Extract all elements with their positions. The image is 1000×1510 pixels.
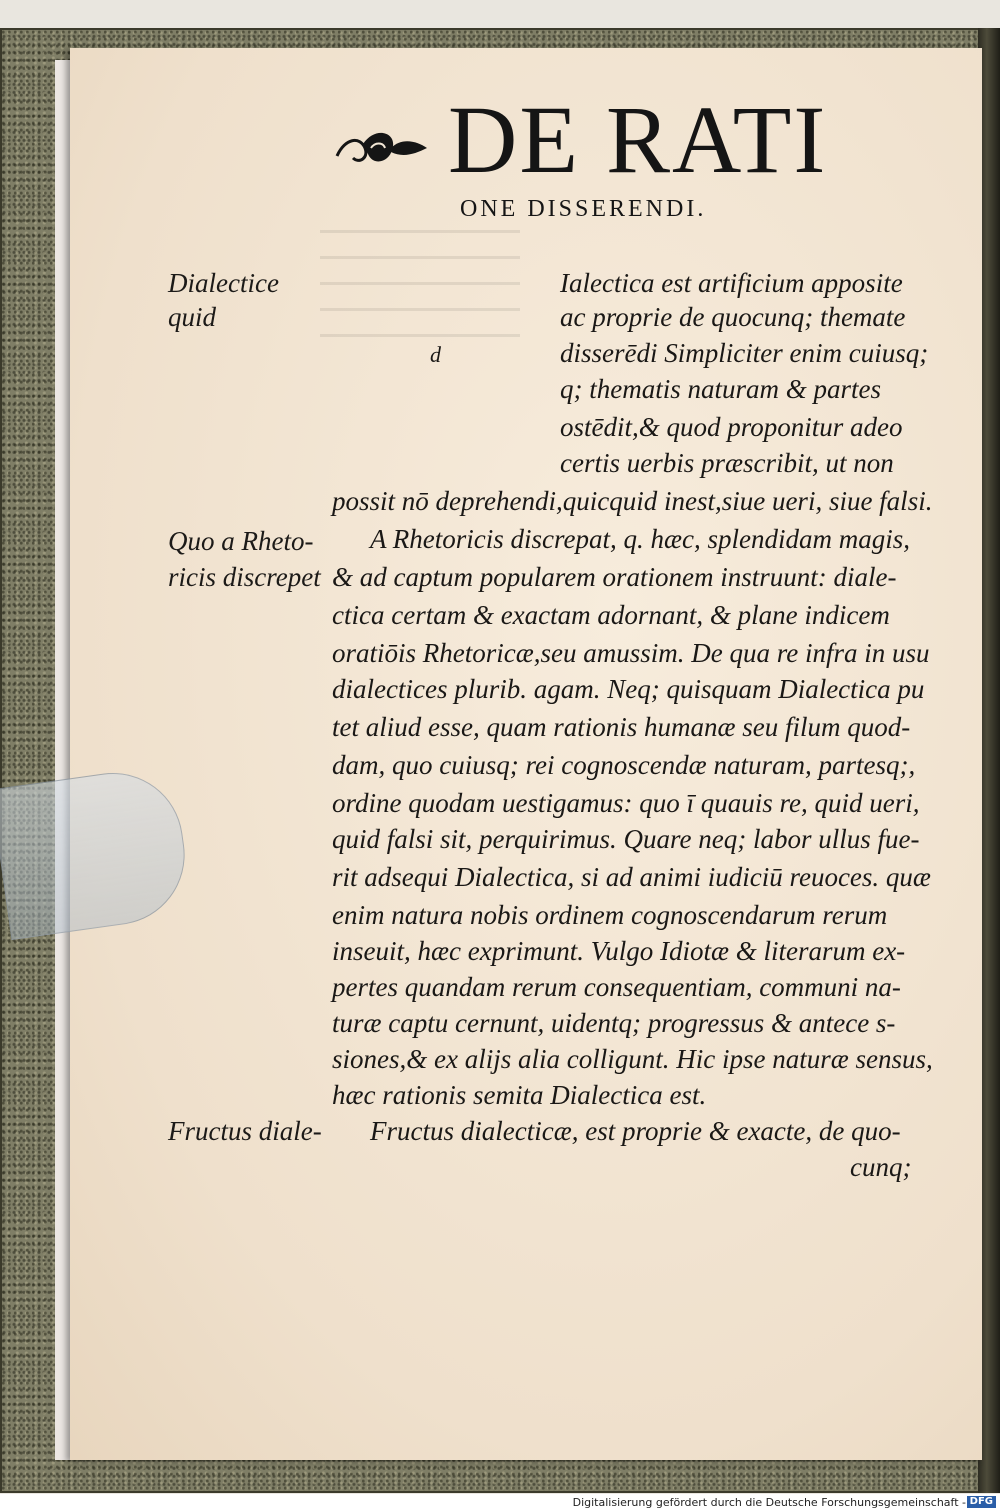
dfg-logo-icon: DFG <box>967 1496 996 1508</box>
text-line: rit adsequi Dialectica, si ad animi iudiciū reuoces. quæ <box>332 862 931 892</box>
guide-letter: d <box>430 342 441 367</box>
text-line: possit nō deprehendi,quicquid inest,siue ueri, siue falsi. <box>332 486 933 516</box>
margin-note: ricis discrepet <box>168 562 321 592</box>
show-through-text <box>320 230 520 340</box>
text-line: quid falsi sit, perquirimus. Quare neq; labor ullus fue- <box>332 824 920 854</box>
catchword: cunq; <box>850 1152 912 1182</box>
text-line: disserēdi Simpliciter enim cuiusq; <box>560 338 929 368</box>
dropcap-space <box>520 268 560 468</box>
text-line: ac proprie de quocunq; themate <box>560 302 906 332</box>
text-line: enim natura nobis ordinem cognoscendarum rerum <box>332 900 888 930</box>
text-line: Fructus dialecticæ, est proprie & exacte, de quo- <box>370 1116 901 1146</box>
text-line: ostēdit,& quod proponitur adeo <box>560 412 903 442</box>
text-line: hæc rationis semita Dialectica est. <box>332 1080 707 1110</box>
text-line: certis uerbis præscribit, ut non <box>560 448 894 478</box>
text-line: siones,& ex alijs alia colligunt. Hic ipse naturæ sensus, <box>332 1044 933 1074</box>
margin-note: Dialectice <box>168 268 279 298</box>
page-subtitle: ONE DISSERENDI. <box>460 196 707 222</box>
text-line: dialectices plurib. agam. Neq; quisquam Dialectica pu <box>332 674 925 704</box>
fleuron-ornament-icon <box>335 118 430 178</box>
text-line: oratiōis Rhetoricæ,seu amussim. De qua re infra in usu <box>332 638 930 668</box>
text-line: pertes quandam rerum consequentiam, communi na- <box>332 972 901 1002</box>
text-line: ordine quodam uestigamus: quo ī quauis re, quid ueri, <box>332 788 920 818</box>
text-line: turæ captu cernunt, uidentq; progressus & antece s- <box>332 1008 896 1038</box>
text-line: A Rhetoricis discrepat, q. hæc, splendidam magis, <box>370 524 910 554</box>
footer-credit: Digitalisierung gefördert durch die Deutsche Forschungsgemeinschaft - <box>572 1496 966 1509</box>
text-line: & ad captum popularem orationem instruunt: diale- <box>332 562 897 592</box>
text-line: q; thematis naturam & partes <box>560 374 881 404</box>
text-line: dam, quo cuiusq; rei cognoscendæ naturam, partesq;, <box>332 750 916 780</box>
margin-note: Quo a Rheto- <box>168 526 314 556</box>
margin-note: quid <box>168 302 217 332</box>
text-line: inseuit, hæc exprimunt. Vulgo Idiotæ & literarum ex- <box>332 936 906 966</box>
page-title: DE RATI <box>448 86 828 193</box>
margin-note: Fructus diale- <box>168 1116 322 1146</box>
text-line: Ialectica est artificium apposite <box>560 268 903 298</box>
text-line: ctica certam & exactam adornant, & plane indicem <box>332 600 890 630</box>
text-line: tet aliud esse, quam rationis humanæ seu filum quod- <box>332 712 911 742</box>
